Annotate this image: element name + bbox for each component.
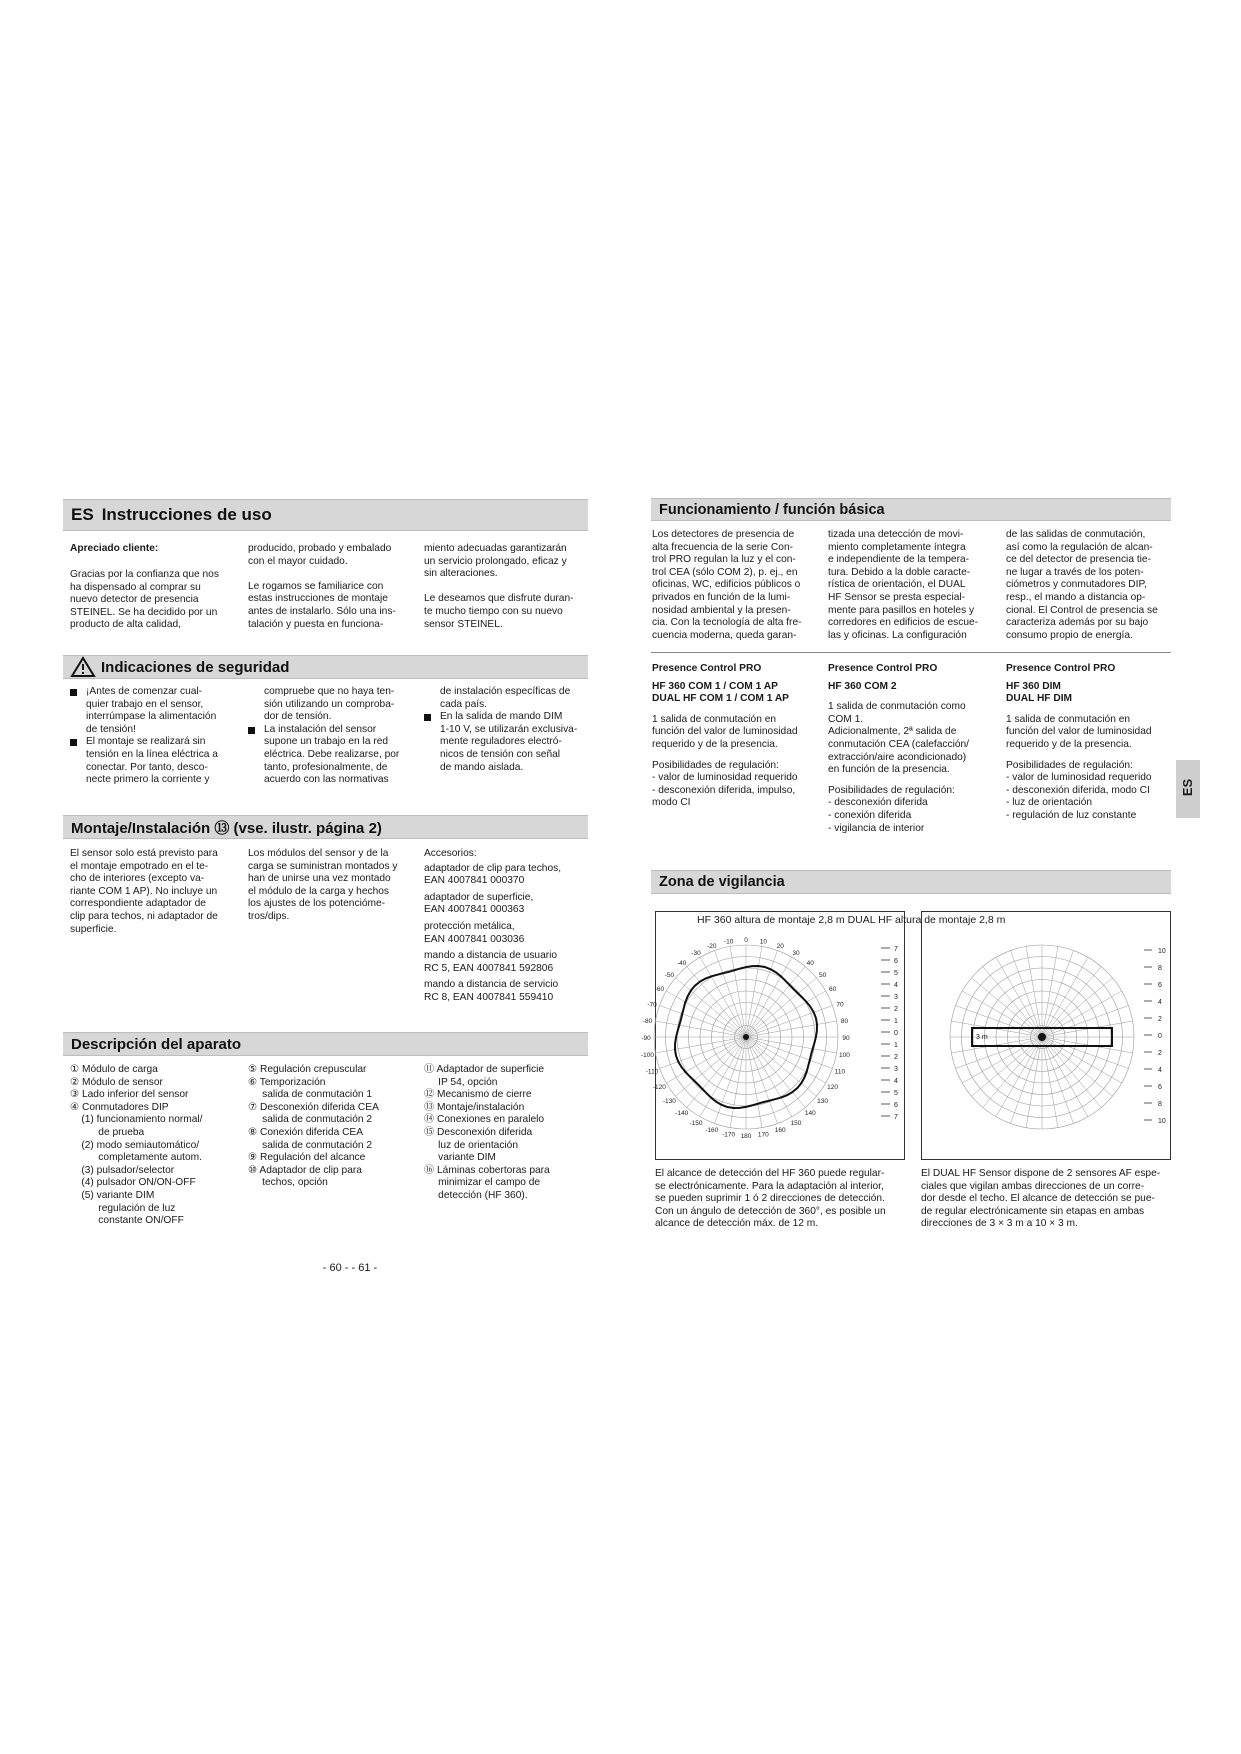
mount-col-2: Los módulos del sensor y de la carga se suministran montados y han de unirse una vez montado el módulo de la carga y hechos los ajustes de los potencióme- tros/dips.	[248, 848, 398, 922]
scale-label: 8	[1158, 1101, 1162, 1108]
mount-col-1: El sensor solo está previsto para el montaje empotrado en el te- cho de interiores (excepto va- riante COM 1 AP). No incluye un correspondiente adaptador de clip para techos, ni adaptador de superficie.	[70, 848, 218, 935]
accessory-item: adaptador de superficie, EAN 4007841 000363	[424, 891, 534, 916]
scale-label: 1	[894, 1018, 898, 1025]
angle-label: 80	[840, 1017, 849, 1025]
presence-control-1	[652, 663, 822, 818]
angle-label: 10	[759, 938, 767, 946]
angle-label: 70	[836, 1001, 844, 1009]
scale-label: 2	[894, 1054, 898, 1061]
language-tab	[1176, 760, 1200, 818]
divider	[651, 652, 1171, 653]
page-title: Instrucciones de uso	[101, 505, 272, 524]
accessory-item: mando a distancia de servicio RC 8, EAN 4007841 559410	[424, 979, 559, 1003]
desc-title: Descripción del aparato	[71, 1035, 242, 1053]
scale-label: 5	[894, 1090, 898, 1097]
section-header-safety	[63, 655, 588, 679]
safety-item-text: de instalación específicas de cada país.	[440, 686, 571, 710]
angle-label: -40	[677, 959, 687, 967]
list-item	[70, 736, 240, 786]
angle-label: 0	[744, 937, 748, 944]
warning-icon	[71, 657, 95, 677]
func-title: Funcionamiento / función básica	[659, 501, 885, 518]
angle-label: -120	[652, 1084, 666, 1091]
angle-label: 20	[776, 942, 784, 950]
scale-label: 0	[1158, 1033, 1162, 1040]
pc3-head: Presence Control PRO	[1006, 663, 1116, 674]
angle-label: -130	[662, 1097, 676, 1105]
scale-label: 0	[894, 1030, 898, 1037]
zone-col-1: El alcance de detección del HF 360 puede regular- se electrónicamente. Para la adaptación al interior, se pueden suprimir 1 ó 2 direcciones de detección. Con un ángulo de detección de 360°, es posible un alcance de detección máx. de 12 m.	[655, 1168, 886, 1230]
list-item	[248, 724, 418, 787]
angle-label: -140	[675, 1110, 689, 1118]
dual-hf-figure	[921, 911, 1171, 1160]
scale-label: 6	[1158, 982, 1162, 989]
scale-label: 4	[1158, 999, 1162, 1006]
angle-label: -170	[722, 1131, 736, 1139]
accessories-label: Accesorios:	[424, 848, 477, 859]
scale-label: 7	[894, 1114, 898, 1121]
angle-label: 180	[740, 1133, 752, 1140]
figure-caption: HF 360 altura de montaje 2,8 m DUAL HF altura de montaje 2,8 m	[697, 914, 1006, 926]
pc3-regulation: Posibilidades de regulación: - valor de luminosidad requerido - desconexión diferida, modo CI - luz de orientación - regulación de luz constante	[1006, 759, 1152, 821]
sensor-center	[743, 1034, 749, 1040]
angle-label: 90	[842, 1035, 850, 1042]
pc1-regulation: Posibilidades de regulación: - valor de luminosidad requerido - desconexión diferida, impulso, modo CI	[652, 759, 798, 809]
scale-label: 2	[894, 1006, 898, 1013]
angle-label: -10	[723, 938, 734, 946]
safety-item-text: ¡Antes de comenzar cual- quier trabajo en el sensor, interrúmpase la alimentación de tensión!	[86, 686, 217, 735]
safety-item-text: El montaje se realizará sin tensión en la línea eléctrica a conectar. Por tanto, desco- necte primero la corriente y	[86, 736, 218, 786]
scale-label: 4	[894, 982, 898, 989]
pc1-head: Presence Control PRO	[652, 663, 762, 674]
func-col-2: tizada una detección de movi- miento completamente íntegra e independiente de la tempera- tura. Debido a la doble caracte- rística de orientación, el DUAL HF Sensor se presta especial- mente para pasillos en hoteles y corredores en edificios de escue- las y oficinas. La configuración	[828, 529, 979, 641]
safety-title: Indicaciones de seguridad	[101, 658, 290, 676]
section-header-instructions	[63, 499, 588, 531]
safety-item-text: En la salida de mando DIM 1-10 V, se utilizarán exclusiva- mente reguladores electró- nicos de tensión con señal de mando aislada.	[440, 711, 578, 773]
list-item	[424, 711, 594, 774]
section-header-description	[63, 1032, 588, 1056]
intro-col-2: producido, probado y embalado con el mayor cuidado. Le rogamos se familiarice con estas instrucciones de montaje antes de instalarlo. Sólo una ins- talación y puesta en funciona-	[248, 543, 396, 630]
pc2-model: HF 360 COM 2	[828, 680, 897, 692]
angle-label: -50	[664, 972, 675, 980]
accessory-item: mando a distancia de usuario RC 5, EAN 4007841 592806	[424, 950, 558, 974]
section-header-mounting	[63, 815, 588, 839]
angle-label: -30	[691, 950, 701, 958]
zone-col-2: El DUAL HF Sensor dispone de 2 sensores AF espe- ciales que vigilan ambas direcciones de un corre- dor desde el techo. El alcance de detección se pue- de regular electrónicamente sin etapas en ambas direcciones de 3 × 3 m a 10 × 3 m.	[921, 1168, 1161, 1230]
mount-col-3	[424, 848, 594, 1009]
safety-item-text: La instalación del sensor supone un trabajo en la red eléctrica. Debe realizarse, por tanto, profesionalmente, de acuerdo con las normativas	[264, 723, 400, 786]
scale-label: 1	[894, 1042, 898, 1049]
angle-label: 120	[827, 1084, 839, 1091]
safety-item-text: compruebe que no haya ten- sión utilizando un comproba- dor de tensión.	[264, 686, 395, 723]
angle-label: -150	[689, 1119, 703, 1127]
scale-label: 3	[894, 994, 898, 1001]
scale-label: 2	[1158, 1016, 1162, 1023]
language-code: ES	[71, 505, 94, 524]
safety-col-2	[248, 686, 418, 787]
angle-label: 140	[804, 1110, 816, 1118]
intro-col-1: Gracias por la confianza que nos ha dispensado al comprar su nuevo detector de presencia STEINEL. Se ha decidido por un producto de alta calidad,	[70, 569, 219, 631]
scale-label: 6	[1158, 1084, 1162, 1091]
pc3-text: 1 salida de conmutación en función del valor de luminosidad requerido y de la presencia.	[1006, 713, 1152, 750]
angle-label: 150	[790, 1119, 802, 1127]
scale-label: 10	[1158, 948, 1166, 955]
func-col-1: Los detectores de presencia de alta frecuencia de la serie Con- trol PRO regulan la luz y el con- trol CEA (sólo COM 2), p. ej., en oficinas, WC, edificios públicos o privados en función de la lumi- nosidad ambiental y la presen- cia. Con la tecnología de alta fre- cuencia moderna, queda garan-	[652, 529, 802, 641]
angle-label: 50	[818, 972, 827, 980]
section-header-zone	[651, 870, 1171, 894]
sensor-center	[1038, 1033, 1046, 1041]
pc3-model: HF 360 DIM DUAL HF DIM	[1006, 680, 1073, 705]
safety-col-3	[424, 686, 594, 774]
angle-label: -70	[647, 1001, 657, 1009]
pc2-head: Presence Control PRO	[828, 663, 938, 674]
angle-label: 100	[839, 1052, 850, 1060]
scale-label: 10	[1158, 1118, 1166, 1125]
scale-label: 5	[894, 970, 898, 977]
angle-label: 130	[817, 1097, 829, 1105]
desc-col-2: ⑤ Regulación crepuscular ⑥ Temporización salida de conmutación 1 ⑦ Desconexión diferida CEA salida de conmutación 2 ⑧ Conexión diferida CEA salida de conmutación 2 ⑨ Regulación del alcance ⑩ Adaptador de clip para techos, opción	[248, 1064, 379, 1189]
pc2-regulation: Posibilidades de regulación: - desconexión diferida - conexión diferida - vigilancia de interior	[828, 784, 955, 834]
angle-label: -160	[705, 1127, 719, 1135]
section-header-function	[651, 498, 1171, 521]
safety-col-1	[70, 686, 240, 787]
angle-label: -60	[654, 986, 665, 993]
scale-label: 4	[894, 1078, 898, 1085]
accessory-item: adaptador de clip para techos, EAN 4007841 000370	[424, 862, 562, 887]
angle-label: -110	[645, 1068, 659, 1076]
func-col-3: de las salidas de conmutación, así como la regulación de alcan- ce del detector de presencia tie- ne lugar a través de los poten- ciómetros y conmutadores DIP, resp., el mando a distancia op- cional. El Control de presencia se caracteriza además por su bajo consumo propio de energía.	[1006, 529, 1158, 641]
pc1-model: HF 360 COM 1 / COM 1 AP DUAL HF COM 1 / COM 1 AP	[652, 680, 789, 705]
scale-label: 2	[1158, 1050, 1162, 1057]
pc2-text: 1 salida de conmutación como COM 1. Adicionalmente, 2ª salida de conmutación CEA (calefacción/ extracción/aire acondicionado) en función de la presencia.	[828, 701, 969, 776]
page-numbers: - 60 - - 61 -	[322, 1262, 378, 1274]
angle-label: -100	[641, 1052, 655, 1060]
accessory-item: protección metálica, EAN 4007841 003036	[424, 920, 525, 945]
zone-title: Zona de vigilancia	[659, 874, 785, 890]
angle-label: 30	[792, 950, 800, 958]
list-item	[70, 686, 240, 736]
presence-control-2	[828, 663, 998, 843]
angle-label: -90	[641, 1035, 651, 1042]
scale-label: 6	[894, 1102, 898, 1109]
scale-label: 6	[894, 958, 898, 965]
angle-label: 40	[806, 959, 814, 967]
intro-col-3: miento adecuadas garantizarán un servicio prolongado, eficaz y sin alteraciones. Le deseamos que disfrute duran- te mucho tiempo con su nuevo sensor STEINEL.	[424, 543, 574, 630]
greeting: Apreciado cliente:	[70, 543, 159, 554]
angle-label: 60	[828, 986, 837, 993]
angle-label: 110	[834, 1068, 846, 1076]
hf360-figure	[641, 911, 905, 1160]
scale-label: 3	[894, 1066, 898, 1073]
scale-label: 4	[1158, 1067, 1162, 1074]
angle-label: -20	[707, 942, 717, 950]
angle-label: 170	[757, 1131, 769, 1139]
pc1-text: 1 salida de conmutación en función del valor de luminosidad requerido y de la presencia.	[652, 713, 798, 750]
mount-title: Montaje/Instalación ⑬ (vse. ilustr. página 2)	[71, 819, 382, 837]
language-tab-label: ES	[1180, 778, 1196, 797]
desc-col-3: ⑪ Adaptador de superficie IP 54, opción ⑫ Mecanismo de cierre ⑬ Montaje/instalación ⑭ Conexiones en paralelo ⑮ Desconexión diferida luz de orientación variante DIM ⑯ Láminas cobertoras para minimizar el campo de detección (HF 360).	[424, 1064, 550, 1201]
hf360-polar-diagram	[641, 912, 904, 1159]
mount-width-label: 3 m	[976, 1034, 988, 1041]
presence-control-3	[1006, 663, 1176, 831]
desc-col-1: ① Módulo de carga ② Módulo de sensor ③ Lado inferior del sensor ④ Conmutadores DIP (1) funcionamiento normal/ de prueba (2) modo semiautomático/ completamente autom. (3) pulsador/selector (4) pulsador ON/ON-OFF (5) variante DIM regulación de luz constante ON/OFF	[70, 1064, 203, 1227]
angle-label: 160	[774, 1127, 786, 1135]
scale-label: 8	[1158, 965, 1162, 972]
scale-label: 7	[894, 946, 898, 953]
angle-label: -80	[642, 1017, 653, 1025]
dual-hf-polar-diagram	[922, 912, 1170, 1159]
